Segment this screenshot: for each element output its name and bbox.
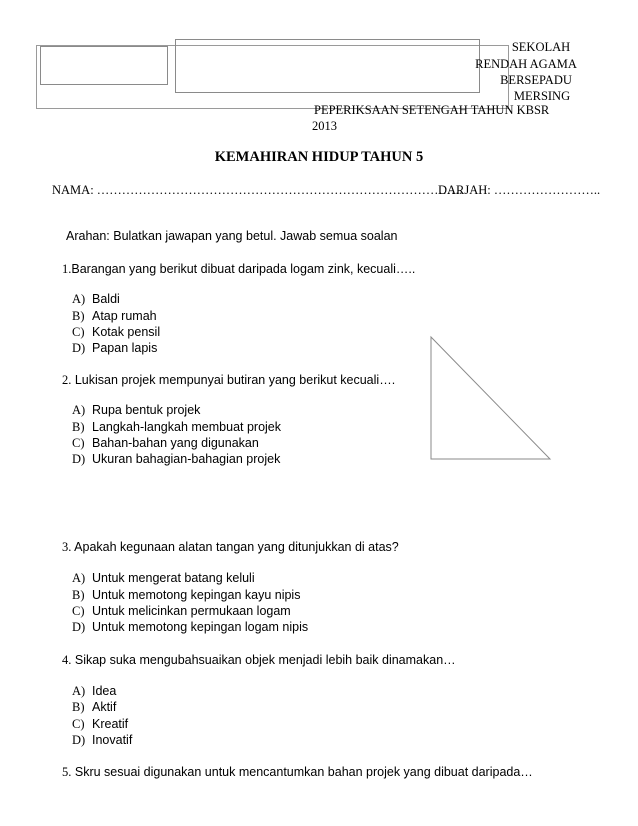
option-text: Untuk mengerat batang keluli: [92, 571, 255, 585]
option-letter: A): [72, 403, 86, 417]
option-3b[interactable]: [72, 588, 300, 603]
option-letter: C): [72, 604, 85, 618]
question-text: Sikap suka mengubahsuaikan objek menjadi lebih baik dinamakan…: [74, 653, 456, 667]
school-name-line-4: MERSING: [513, 89, 571, 103]
option-text: Rupa bentuk projek: [92, 403, 201, 417]
question-text: Lukisan projek mempunyai butiran yang berikut kecuali….: [74, 373, 396, 387]
option-1a[interactable]: [72, 292, 120, 307]
option-letter: A): [72, 684, 86, 698]
option-text: Atap rumah: [92, 309, 157, 323]
option-text: Bahan-bahan yang digunakan: [92, 436, 259, 450]
option-text: Ukuran bahagian-bahagian projek: [92, 452, 281, 466]
option-letter: B): [72, 420, 85, 434]
option-4a[interactable]: [72, 684, 116, 699]
option-letter: D): [72, 341, 86, 355]
option-text: Langkah-langkah membuat projek: [92, 420, 282, 434]
question-number: 5.: [62, 765, 72, 779]
option-2d[interactable]: [72, 452, 280, 467]
option-text: Inovatif: [92, 733, 133, 747]
option-text: Untuk melicinkan permukaan logam: [92, 604, 291, 618]
option-text: Baldi: [92, 292, 120, 306]
header-frame-middle: [175, 39, 480, 93]
set-square-figure: [426, 334, 556, 464]
option-4c[interactable]: [72, 717, 128, 732]
option-3d[interactable]: [72, 620, 308, 635]
school-name-line-2: RENDAH AGAMA: [475, 57, 577, 71]
option-letter: A): [72, 292, 86, 306]
option-letter: C): [72, 717, 85, 731]
question-number: 3.: [62, 540, 72, 554]
option-letter: B): [72, 588, 85, 602]
triangle-shape: [431, 337, 550, 459]
option-text: Aktif: [92, 700, 117, 714]
option-2a[interactable]: [72, 403, 200, 418]
paper-title: KEMAHIRAN HIDUP TAHUN 5: [214, 149, 424, 165]
option-letter: A): [72, 571, 86, 585]
option-text: Kreatif: [92, 717, 129, 731]
question-1: [62, 262, 415, 277]
question-text: Barangan yang berikut dibuat daripada logam zink, kecuali…..: [71, 262, 416, 276]
exam-year: 2013: [312, 119, 337, 133]
question-text: Apakah kegunaan alatan tangan yang ditunjukkan di atas?: [74, 540, 399, 554]
school-name-line-3: BERSEPADU: [500, 73, 572, 87]
nama-field: NAMA: …………………………………………………………………………….: [52, 183, 463, 197]
option-letter: D): [72, 620, 86, 634]
option-letter: C): [72, 436, 85, 450]
option-text: Papan lapis: [92, 341, 158, 355]
option-3a[interactable]: [72, 571, 255, 586]
question-number: 1.: [62, 262, 72, 276]
option-2b[interactable]: [72, 420, 281, 435]
school-name-line-1: SEKOLAH: [511, 40, 571, 54]
question-number: 4.: [62, 653, 72, 667]
option-letter: B): [72, 309, 85, 323]
option-3c[interactable]: [72, 604, 291, 619]
option-letter: D): [72, 733, 86, 747]
option-4b[interactable]: [72, 700, 116, 715]
option-1c[interactable]: [72, 325, 160, 340]
option-letter: D): [72, 452, 86, 466]
exam-title: PEPERIKSAAN SETENGAH TAHUN KBSR: [314, 103, 550, 117]
question-3: [62, 540, 399, 555]
option-text: Untuk memotong kepingan logam nipis: [92, 620, 309, 634]
option-1b[interactable]: [72, 309, 157, 324]
option-1d[interactable]: [72, 341, 157, 356]
option-text: Kotak pensil: [92, 325, 161, 339]
question-5: [62, 765, 533, 780]
option-letter: C): [72, 325, 85, 339]
header-frame-left: [40, 46, 168, 85]
option-letter: B): [72, 700, 85, 714]
question-4: [62, 653, 456, 668]
darjah-field: DARJAH: ……………………..: [438, 183, 601, 197]
question-number: 2.: [62, 373, 72, 387]
option-text: Untuk memotong kepingan kayu nipis: [92, 588, 301, 602]
instruction: Arahan: Bulatkan jawapan yang betul. Jawab semua soalan: [66, 229, 398, 243]
option-4d[interactable]: [72, 733, 132, 748]
option-2c[interactable]: [72, 436, 259, 451]
question-text: Skru sesuai digunakan untuk mencantumkan bahan projek yang dibuat daripada…: [74, 765, 533, 779]
question-2: [62, 373, 395, 388]
option-text: Idea: [92, 684, 117, 698]
